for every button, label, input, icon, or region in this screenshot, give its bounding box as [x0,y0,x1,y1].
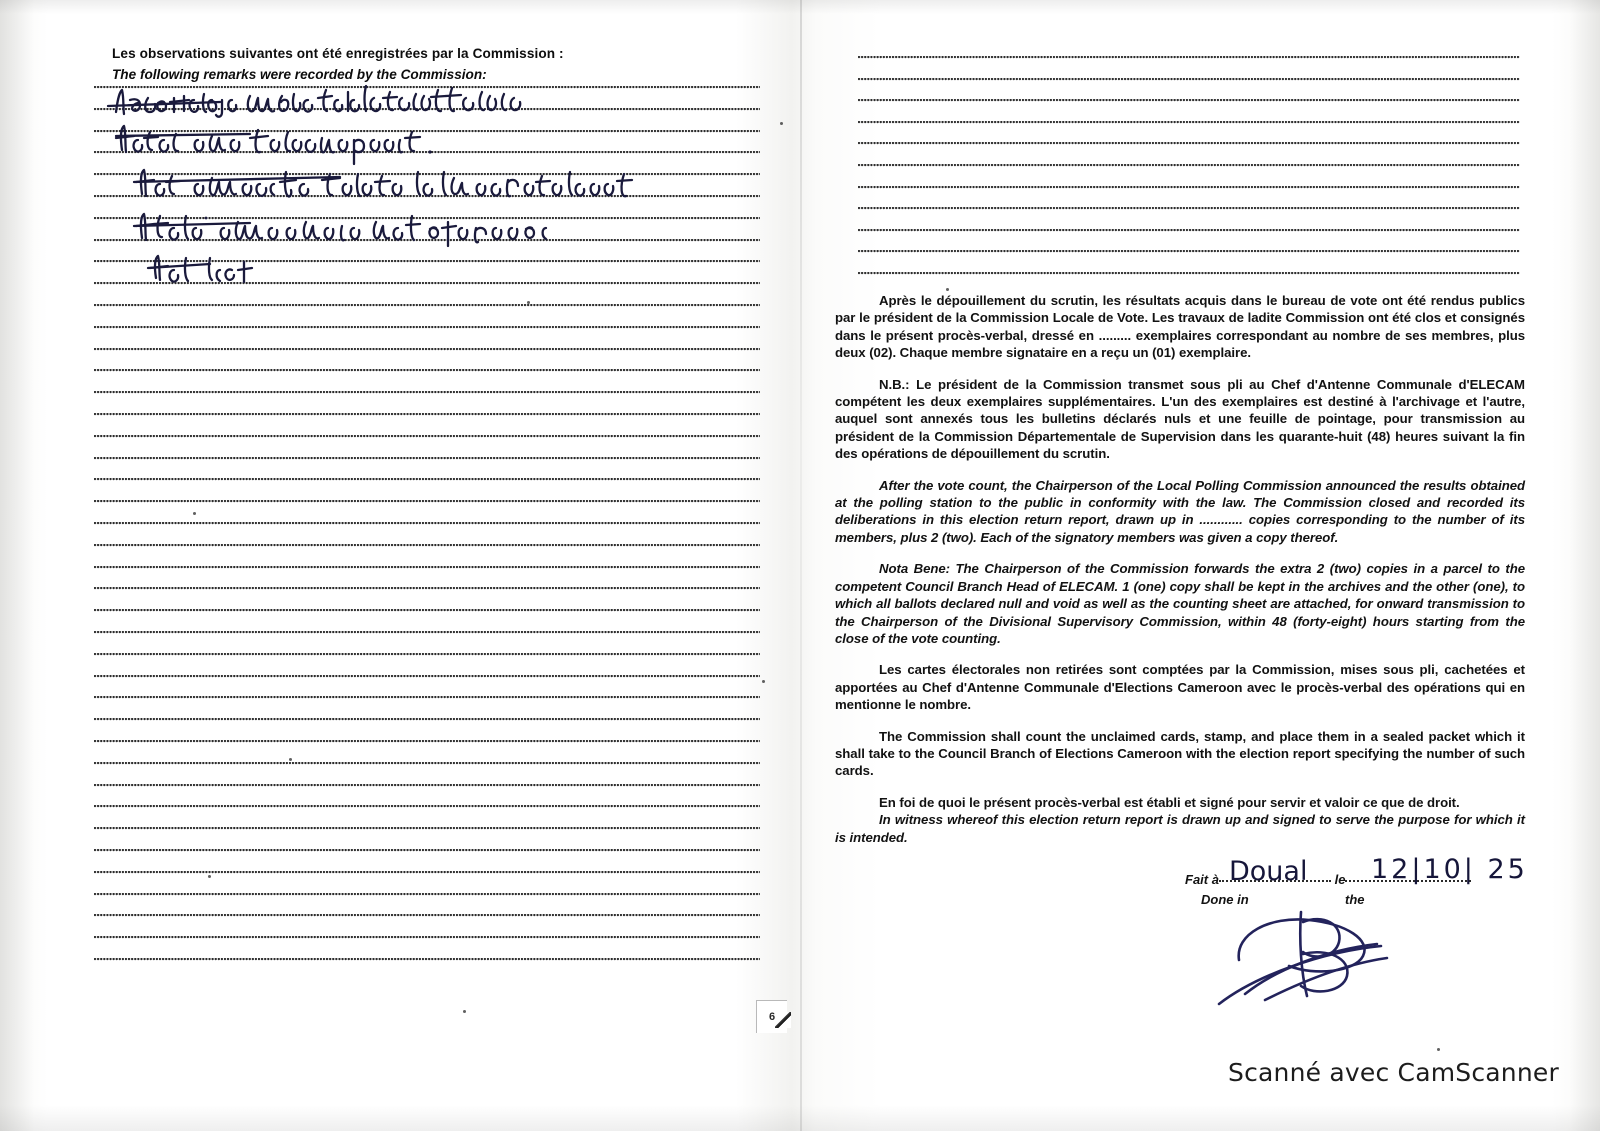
paragraph-text: The Chairperson of the Commission forwards the extra 2 (two) copies in a parcel to the competent Council Branch Head of ELECAM. 1 (one) copy shall be kept in the archives and the other (one), to which all ballots declared null and void as well as the counting sheet are attached, for onward transmission to the Chairperson of the Divisional Supervisory Commission, within 48 (forty-eight) hours starting from the close of the vote counting. [835,561,1525,646]
scan-speck [780,122,783,125]
ruled-line [94,413,760,416]
ruled-line [94,696,760,699]
signature-block [1185,854,1535,1012]
ruled-line [94,653,760,656]
ruled-line [94,871,760,874]
paragraph-text: After the vote count, the Chairperson of the Local Polling Commission announced the results obtained at the polling station to the public in conformity with the law. The Commission closed and recorded its deliberations in this election return report, drawn up in ............ copies corresponding to the number of its members, plus 2 (two). Each of the signatory members was given a copy thereof. [835,477,1525,545]
ruled-line [94,566,760,569]
ruled-line [94,718,760,721]
scan-speck [527,301,530,304]
paragraph-nota-bene [835,560,1525,647]
handwritten-observations [100,78,800,278]
ruled-line [858,164,1520,167]
ruled-line [94,849,760,852]
ruled-line [858,99,1520,102]
ruled-line [858,78,1520,81]
legal-text-column [835,292,1525,860]
page-number-box: 6 [756,1000,787,1033]
paragraph-label: N.B.: [879,376,910,392]
ruled-line [94,827,760,830]
ruled-line [94,762,760,765]
scan-speck [463,1010,466,1013]
page-corner-fold-mark [775,1012,791,1028]
camscanner-watermark: Scanné avec CamScanner [1228,1058,1559,1087]
ruled-line [94,348,760,351]
ruled-line [858,207,1520,210]
paragraph-en-foi-de-quoi [835,794,1525,811]
ruled-line [94,391,760,394]
ruled-line [94,326,760,329]
paragraph-text: Les cartes électorales non retirées sont comptées par la Commission, mises sous pli, cachetées et apportées au Chef d'Antenne Communale d'Elections Cameroon avec le procès-verbal des opérations qui en mentionne le nombre. [835,662,1525,713]
paragraph-after-vote-count [835,477,1525,547]
paragraph-cartes-electorales [835,661,1525,713]
ruled-line [858,56,1520,59]
ruled-line [94,893,760,896]
ruled-line [858,142,1520,145]
ruled-line [94,435,760,438]
ruled-line [94,369,760,372]
paragraph-apres-depouillement [835,292,1525,362]
ruled-line [94,522,760,525]
observations-heading-fr: Les observations suivantes ont été enregistrées par la Commission : [112,46,564,61]
observations-heading-en: The following remarks were recorded by the Commission: [112,66,487,82]
ruled-line [858,272,1520,275]
scan-speck [208,875,211,878]
scan-speck [193,512,196,515]
handwritten-date: 12|10| 25 [1371,854,1528,885]
paragraph-in-witness-whereof [835,811,1525,846]
ruled-line [94,457,760,460]
ruled-line [94,675,760,678]
ruled-line [94,304,760,307]
handwriting-strokes [100,78,800,278]
scan-speck [762,680,765,683]
paragraph-text: Le président de la Commission transmet sous pli au Chef d'Antenne Communale d'ELECAM compétent les deux exemplaires supplémentaires. L'un des exemplaires est destiné à l'archivage et l'autre, auquel sont annexés tous les bulletins déclarés nuls et une feuille de pointage, pour transmission au président de la Commission Départementale de Supervision dans les quarante-huit (48) heures suivant la fin des opérations de dépouillement du scrutin. [835,376,1525,462]
ruled-line [94,914,760,917]
ruled-line [94,631,760,634]
done-in-label: Done in [1201,892,1249,907]
ruled-line [94,784,760,787]
ruled-line [94,500,760,503]
ruled-line [858,250,1520,253]
ruled-line [858,186,1520,189]
ruled-line [94,478,760,481]
paragraph-unclaimed-cards [835,728,1525,780]
ruled-line [94,805,760,808]
ruled-line [94,740,760,743]
ruled-line [94,958,760,961]
handwritten-signature [1205,900,1435,1010]
ruled-line [94,936,760,939]
ruled-lines-right [858,56,1520,296]
paragraph-text: In witness whereof this election return report is drawn up and signed to serve the purpose for which it is intended. [835,812,1525,845]
ruled-line [858,121,1520,124]
paragraph-text: En foi de quoi le présent procès-verbal est établi et signé pour servir et valoir ce que de droit. [879,794,1460,810]
ruled-line [858,229,1520,232]
scan-speck [946,288,949,291]
ruled-line [94,609,760,612]
paragraph-label: Nota Bene: [879,561,951,577]
handwritten-place: Doual [1229,856,1308,887]
paragraph-text: The Commission shall count the unclaimed cards, stamp, and place them in a sealed packet which it shall take to the Council Branch of Elections Cameroon with the election report specifying the number of such cards. [835,728,1525,779]
fait-a-label: Fait à [1185,872,1219,887]
paragraph-nb-fr [835,376,1525,463]
scan-speck [1437,1048,1440,1051]
le-label: le [1334,872,1346,887]
the-label: the [1345,892,1365,907]
ruled-line [94,587,760,590]
ruled-line [94,544,760,547]
scan-speck [289,758,292,761]
ruled-line [94,282,760,285]
paragraph-text: Après le dépouillement du scrutin, les résultats acquis dans le bureau de vote ont été rendus publics par le président de la Commission Locale de Vote. Les travaux de ladite Commission ont été clos et consignés dans le présent procès-verbal, dressé en ......... exemplaires correspondant au nombre de ses membres, plus deux (02). Chaque membre signataire en a reçu un (01) exemplaire. [835,293,1525,361]
